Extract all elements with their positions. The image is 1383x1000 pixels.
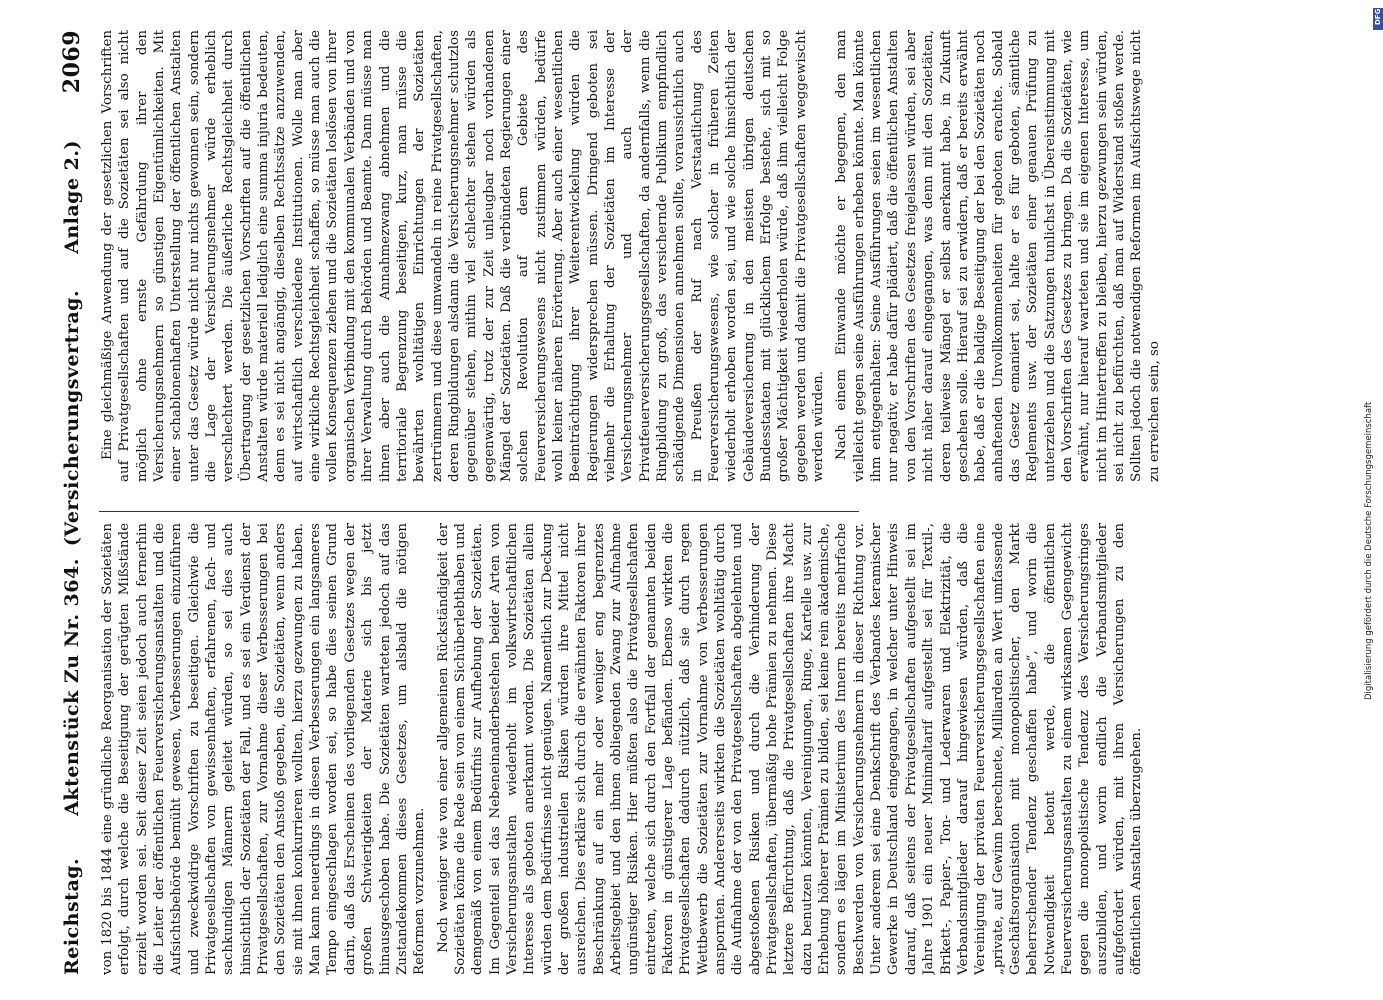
running-header [55,30,89,975]
right-paragraph-2: Nach einem Einwande möchte er begegnen, den man vielleicht gegen seine Ausführungen erheben könnte. Man könnte ihm entgegenhalten: Seine Ausführungen seien im wesentlichen nur negativ, er habe dafür plädiert, daß die öffentlichen Anstalten von den Vorschriften des Gesetzes freigelassen würden, sei aber nicht näher darauf eingegangen, was denn mit den Sozietäten, deren teilweise Mängel er selbst anerkannt habe, in Zukunft geschehen solle. Hierauf sei zu erwidern, daß er bereits erwähnt habe, daß er die baldige Beseitigung der bei den Sozietäten noch anhaftenden Unvollkommenheiten für geboten erachte. Sobald das Gesetz emaniert sei, halte er es für geboten, sämtliche Reglements usw. der Sozietäten einer genauen Prüfung zu unterziehen und die Satzungen tunlichst in Übereinstimmung mit den Vorschriften des Gesetzes zu bringen. Da die Sozietäten, wie erwähnt, nur hierauf warteten und sie im eigenen Interesse, um nicht im Hintertreffen zu bleiben, hierzu gezwungen sein würden, sei nicht zu befürchten, daß man auf Widerstand stoßen werde. Sollten jedoch die notwendigen Reformen im Aufsichtswege nicht zu erreichen sein, so [834,30,1162,482]
left-paragraph-2: Noch weniger wie von einer allgemeinen Rückständigkeit der Sozietäten könne die Rede sein von einem Sichüberlebthaben und demgemäß von einem Bedürfnis zur Aufhebung der Sozietäten. Im Gegenteil sei das Nebeneinanderbestehen beider Arten von Versicherungsanstalten wiederholt im volkswirtschaftlichen Interesse als geboten anerkannt worden. Die Sozietäten allein würden dem Bedürfnisse nicht genügen. Namentlich zur Deckung der großen industriellen Risiken würden ihre Mittel nicht ausreichen. Dies erkläre sich durch die erwähnten Faktoren ihrer Beschränkung auf ein mehr oder weniger eng begrenztes Arbeitsgebiet und den ihnen obliegenden Zwang zur Aufnahme ungünstiger Risiken. Hier müßten also die Privatgesellschaften eintreten, welche sich durch den Fortfall der genannten beiden Faktoren in günstigerer Lage befänden. Ebenso wirkten die Privatgesellschaften dadurch nützlich, daß sie durch regen Wettbewerb die Sozietäten zur Vornahme von Verbesserungen anspornten. Andererseits wirkten die Sozietäten wohltätig durch die Aufnahme der von den Privatgesellschaften abgelehnten und abgestoßenen Risiken und durch die Verhinderung der Privatgesellschaften, übermäßig hohe Prämien zu nehmen. Diese letztere Befürchtung, daß die Privatgesellschaften ihre Macht dazu benutzen könnten, Vereinigungen, Ringe, Kartelle usw. zur Erhebung höherer Prämien zu bilden, sei keine rein akademische, sondern es lägen im Ministerium des Innern bereits mehrfache Beschwerden von Versicherungsnehmern in dieser Richtung vor. Unter anderem sei eine Denkschrift des Verbandes keramischer Gewerke in Deutschland eingegangen, in welcher unter Hinweis darauf, daß seitens der Privatgesellschaften aufgestellt sei im Jahre 1901 ein neuer Minimaltarif aufgestellt sei für Textil-, Brikett-, Papier-, Ton- und Lederwaren und Elektrizität, die Verbandsmitglieder darauf hingewiesen würden, daß die Vereinigung der privaten Feuerversicherungsgesellschaften eine „private, auf Gewinn berechnete, Milliarden an Wert umfassende Geschäftsorganisation mit monopolistischer, den Markt beherrschender Tendenz geschaffen habe“, und worin die Notwendigkeit betont werde, die öffentlichen Feuerversicherungsanstalten zu einem wirksamen Gegengewicht gegen die monopolistische Tendenz des Versicherungsringes auszubilden, und worin endlich die Verbandsmitglieder aufgefordert würden, mit ihren Versicherungen zu den öffentlichen Anstalten überzugehen. [435,523,1145,975]
header-annex: Anlage 2.) [61,140,83,254]
text-columns [99,30,1339,975]
header-middle: Aktenstück Zu Nr. 364. [61,558,83,816]
right-column [99,30,1339,482]
dfg-logo [1373,8,1383,30]
header-right: (Versicherungsvertrag. [61,289,83,547]
left-paragraph-1: von 1820 bis 1844 eine gründliche Reorganisation der Sozietäten erfolgt, durch welche die Beseitigung der gerügten Mißstände erzielt worden sei. Seit dieser Zeit seien jedoch auch fernerhin die Leiter der öffentlichen Feuerversicherungsanstalten und die Aufsichtsbehörde bemüht gewesen, Verbesserungen einzuführen und zweckwidrige Vorschriften zu beseitigen. Gleichwie die Privatgesellschaften von gewissenhaften, erfahrenen, fach- und sachkundigen Männern geleitet würden, so sei dies auch hinsichtlich der Sozietäten der Fall, und es sei ein Verdienst der Privatgesellschaften, zur Vornahme dieser Verbesserungen bei den Sozietäten den Anstoß gegeben, die Sozietäten, wenn anders sie mit ihnen konkurrieren wollten, hierzu gezwungen zu haben. Man kann neuerdings in diesen Verbesserungen ein langsameres Tempo eingeschlagen worden sei, so habe dies seinen Grund darin, daß das Erscheinen des vorliegenden Gesetzes wegen der großen Schwierigkeiten der Materie sich bis jetzt hinausgeschoben habe. Die Sozietäten warteten jedoch auf das Zustandekommen dieses Gesetzes, um alsbald die nötigen Reformen vorzunehmen. [100,523,428,975]
right-paragraph-1: Eine gleichmäßige Anwendung der gesetzlichen Vorschriften auf Privatgesellschaften und auf die Sozietäten sei also nicht möglich ohne ernste Gefährdung ihrer den Versicherungsnehmern so günstigen Eigentümlichkeiten. Mit einer schablonenhaften Unterstellung der öffentlichen Anstalten unter das Gesetz würde nicht nur nichts gewonnen sein, sondern die Lage der Versicherungsnehmer würde erheblich verschlechtert werden. Die äußerliche Rechtsgleichheit durch Übertragung der gesetzlichen Vorschriften auf die öffentlichen Anstalten würde materiell lediglich eine summa injuria bedeuten, denn es sei nicht angängig, dieselben Rechtssätze anzuwenden, auf wirtschaftlich verschiedene Institutionen. Wolle man aber eine wirkliche Rechtsgleichheit schaffen, so müsse man auch die vollen Konsequenzen ziehen und die Sozietäten loslösen von ihrer organischen Verbindung mit den kommunalen Verbänden und von ihrer Verwaltung durch Behörden und Beamte. Dann müsse man ihnen aber auch die Annahmezwang abnehmen und die territoriale Begrenzung beseitigen, kurz, man müsse die bewährten wohltätigen Einrichtungen der Sozietäten zertrümmern und diese umwandeln in reine Privatgesellschaften, deren Ringbildungen alsdann die Versicherungsnehmer schutzlos gegenüber stehen, mithin viel schlechter stehen würden als gegenwärtig, trotz der zur Zeit unleugbar noch vorhandenen Mängel der Sozietäten. Daß die verbündeten Regierungen einer solchen Revolution auf dem Gebiete des Feuerversicherungswesens nicht zustimmen würden, bedürfe wohl keiner näheren Erörterung. Aber auch einer wesentlichen Beeinträchtigung ihrer Weiterentwickelung würden die Regierungen widersprechen müssen. Dringend geboten sei vielmehr die Erhaltung der Sozietäten im Interesse der Versicherungsnehmer und auch der Privatfeuerversicherungsgesellschaften, da andernfalls, wenn die Ringbildung zu groß, das versichernde Publikum empfindlich schädigende Dimensionen annehmen sollte, voraussichtlich auch in Preußen der Ruf nach Verstaatlichung des Feuerversicherungswesens, wie solcher in früheren Zeiten wiederholt erhoben worden sei, und wie solche hinsichtlich der Gebäudeversicherung in den meisten übrigen deutschen Bundesstaaten mit glücklichem Erfolge bestehe, sich mit so großer Mächtigkeit wiederholen würde, daß ihm vielleicht Folge gegeben werden und damit die Privatgesellschaften weggewischt werden würden. [100,30,827,482]
digitization-credit: Digitalisierung gefördert durch die Deutsche Forschungsgemeinschaft [1364,401,1374,700]
left-column [99,523,1339,975]
document-page [55,30,1345,975]
header-left: Reichstag. [61,857,83,975]
page-number: 2069 [59,30,85,94]
dfg-logo-text: DFG [1374,8,1382,25]
